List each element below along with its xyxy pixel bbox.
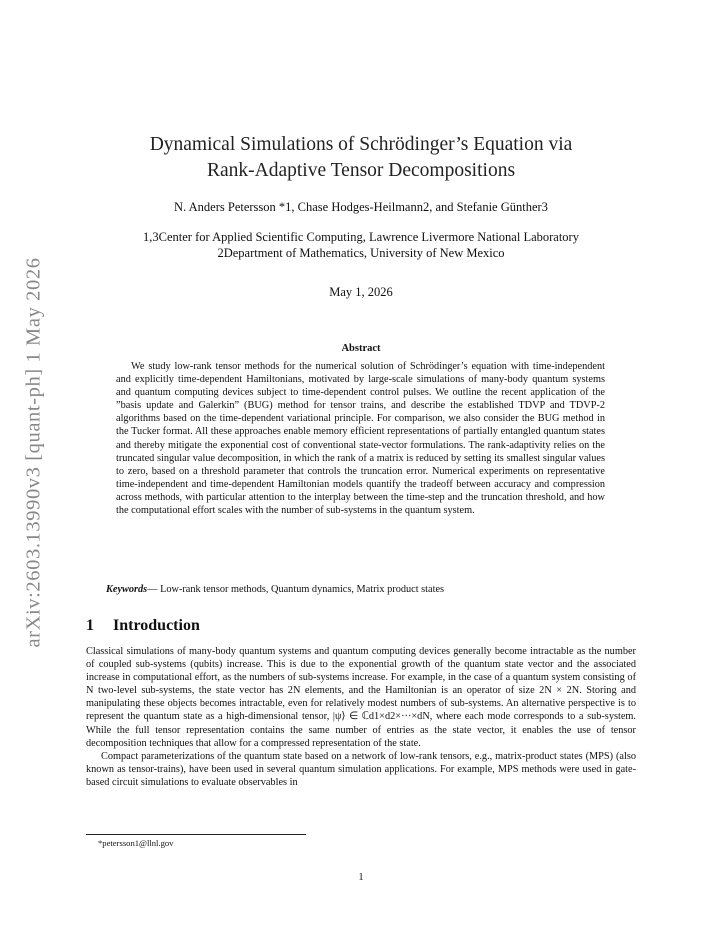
abstract-paragraph: We study low-rank tensor methods for the numerical solution of Schrödinger’s equation with time-independent and explicitly time-dependent Hamiltonians, motivated by large-scale simulations of many-body quantum systems and quantum computing devices subject to time-dependent control pulses. We outline the recent application of the ”basis update and Galerkin” (BUG) method for tensor trains, and describe the established TDVP and TDVP-2 algorithms based on the time-dependent variational principle. For comparison, we also consider the BUG method in the Tucker format. All these approaches enable memory efficient representations of partially entangled quantum states and thereby mitigate the exponential cost of conventional state-vector formulations. The rank-adaptivity relies on the truncated singular value decomposition, in which the rank of a matrix is reduced by setting its smallest singular values to zero, based on a threshold parameter that controls the truncation error. Numerical experiments on representative time-independent and time-dependent Hamiltonian models quantify the tradeoff between accuracy and compression across methods, with particular attention to the interplay between the time-step and the truncation threshold, and how the computational effort scales with the number of sub-systems in the quantum system. — [116, 361, 605, 517]
abstract-heading: Abstract — [341, 343, 381, 354]
keywords-line — [106, 583, 626, 596]
section-heading — [86, 617, 636, 635]
title-line-1: Dynamical Simulations of Schrödinger’s Equation via — [149, 134, 573, 155]
footnote-email: *petersson1@llnl.gov — [98, 838, 174, 848]
keywords-label: Keywords — [106, 584, 148, 595]
intro-paragraph-1: Classical simulations of many-body quantum systems and quantum computing devices generally become intractable as the number of coupled sub-systems (qubits) increase. This is due to the exponential growth of the quantum state vector and the associated increase in computational effort, as the numbers of sub-systems increase. For example, in the case of a quantum system consisting of N two-level sub-systems, the state vector has 2N elements, and the Hamiltonian is an operator of size 2N × 2N. Storing and manipulating these objects becomes intractable, even for relatively modest numbers of sub-systems. An alternative perspective is to represent the quantum state as a high-dimensional tensor, |ψ⟩ ∈ ℂd1×d2×···×dN, where each mode corresponds to a sub-system. While the full tensor representation contains the same number of entries as the state vector, it enables the use of tensor decomposition techniques that allow for a compressed representation of the state. — [86, 646, 636, 749]
page-number: 1 — [358, 872, 364, 883]
section-title: Introduction — [113, 617, 200, 634]
abstract-body — [116, 360, 605, 517]
author-list: N. Anders Petersson *1, Chase Hodges-Heilmann2, and Stefanie Günther3 — [174, 200, 548, 214]
keywords-list: — Low-rank tensor methods, Quantum dynamics, Matrix product states — [147, 584, 445, 595]
affiliation-2: 2Department of Mathematics, University of New Mexico — [217, 246, 505, 260]
arxiv-identifier: arXiv:2603.13990v3 [quant-ph] 1 May 2026 — [22, 257, 45, 648]
footnote-rule — [86, 834, 306, 835]
introduction-body — [86, 645, 636, 789]
affiliation-1: 1,3Center for Applied Scientific Computing, Lawrence Livermore National Laboratory — [143, 230, 579, 244]
intro-paragraph-2: Compact parameterizations of the quantum state based on a network of low-rank tensors, e.g., matrix-product states (MPS) (also known as tensor-trains), have been used in several quantum simulation applications. For example, MPS methods were used in gate-based circuit simulations to evaluate observables in — [86, 750, 636, 788]
paper-title — [86, 132, 636, 184]
publication-date: May 1, 2026 — [329, 285, 393, 299]
title-line-2: Rank-Adaptive Tensor Decompositions — [206, 160, 516, 181]
arxiv-sidebar-stamp — [21, 250, 47, 655]
affiliations — [86, 229, 636, 261]
section-number: 1 — [86, 617, 94, 634]
